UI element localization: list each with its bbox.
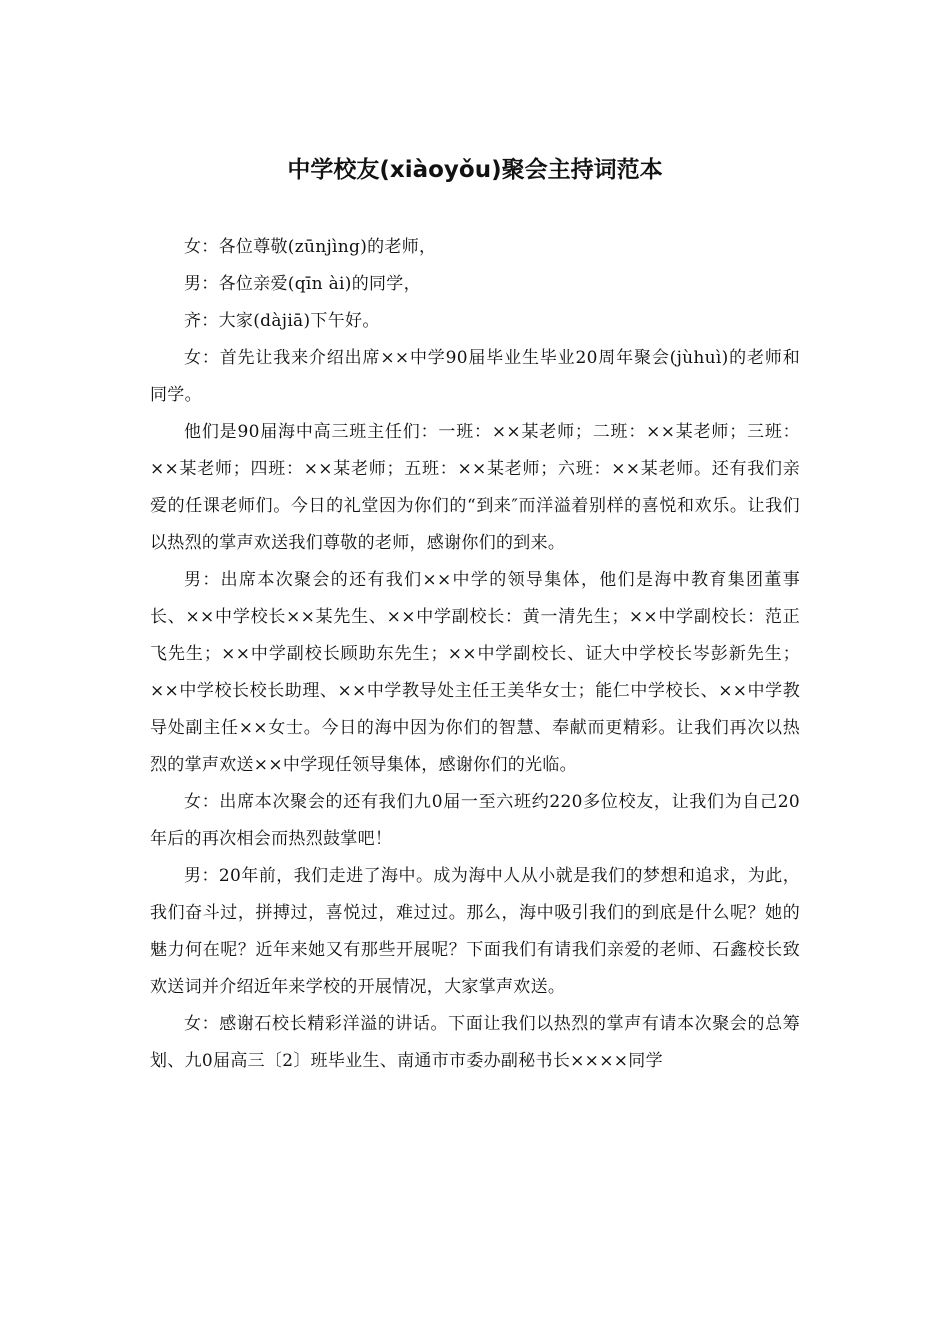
paragraph-teachers: 他们是90届海中高三班主任们：一班：××某老师；二班：××某老师；三班：××某老师；四班：××某老师；五班：××某老师；六班：××某老师。还有我们亲爱的任课老师们。今日的礼堂因为你们的“到来″而洋溢着别样的喜悦和欢乐。让我们以热烈的掌声欢送我们尊敬的老师，感谢你们的到来。 (150, 422, 800, 553)
paragraph-greeting-male: 男：各位亲爱(qīn ài)的同学， (184, 274, 421, 294)
paragraph-greeting-female: 女：各位尊敬(zūnjìng)的老师， (184, 237, 437, 257)
paragraph-intro: 女：首先让我来介绍出席××中学90届毕业生毕业20周年聚会(jùhuì)的老师和同学。 (150, 348, 800, 405)
paragraph-alumni: 女：出席本次聚会的还有我们九0届一至六班约220多位校友，让我们为自己20年后的再次相会而热烈鼓掌吧！ (150, 792, 800, 849)
document-title: 中学校友(xiàoyǒu)聚会主持词范本 (287, 157, 663, 183)
paragraph-leaders: 男：出席本次聚会的还有我们××中学的领导集体，他们是海中教育集团董事长、××中学校长××某先生、××中学副校长：黄一清先生；××中学副校长：范正飞先生；××中学副校长顾助东先生；××中学副校长、证大中学校长岑彭新先生；××中学校长校长助理、××中学教导处主任王美华女士；能仁中学校长、××中学教导处副主任××女士。今日的海中因为你们的智慧、奉献而更精彩。让我们再次以热烈的掌声欢送××中学现任领导集体，感谢你们的光临。 (150, 570, 800, 775)
paragraph-thanks: 女：感谢石校长精彩洋溢的讲话。下面让我们以热烈的掌声有请本次聚会的总筹划、九0届高三〔2〕班毕业生、南通市市委办副秘书长××××同学 (150, 1014, 800, 1071)
document-body (150, 229, 800, 1080)
paragraph-history: 男：20年前，我们走进了海中。成为海中人从小就是我们的梦想和追求，为此，我们奋斗过，拼搏过，喜悦过，难过过。那么，海中吸引我们的到底是什么呢？她的魅力何在呢？近年来她又有那些开展呢？下面我们有请我们亲爱的老师、石鑫校长致欢送词并介绍近年来学校的开展情况，大家掌声欢送。 (150, 866, 800, 997)
paragraph-greeting-together: 齐：大家(dàjiā)下午好。 (184, 311, 380, 331)
